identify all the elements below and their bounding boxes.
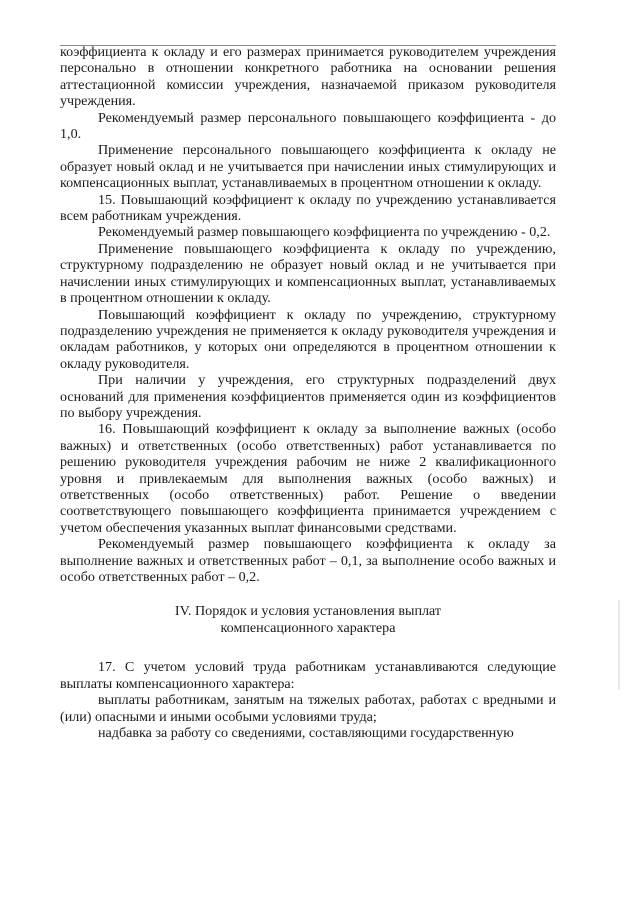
- paragraph-2: Рекомендуемый размер персонального повышающего коэффициента - до 1,0.: [60, 109, 556, 143]
- section-heading-line-1: IV. Порядок и условия установления выплат: [174, 603, 442, 620]
- paragraph-4: 15. Повышающий коэффициент к окладу по учреждению устанавливается всем работникам учреждения.: [60, 191, 556, 225]
- paragraph-13: надбавка за работу со сведениями, составляющими государственную: [98, 725, 514, 742]
- section-heading: [60, 603, 556, 637]
- document-page: [60, 44, 556, 741]
- paragraph-10: Рекомендуемый размер повышающего коэффициента к окладу за выполнение важных и ответственных работ – 0,1, за выполнение особо важных и особо ответственных работ – 0,2.: [60, 536, 556, 585]
- paragraph-11: 17. С учетом условий труда работникам устанавливаются следующие выплаты компенсационного характера:: [60, 659, 556, 692]
- paragraph-6: Применение повышающего коэффициента к окладу по учреждению, структурному подразделению не образует новый оклад и не учитывается при начислении иных стимулирующих и компенсационных выплат, устанавливаемых в процентном отношении к окладу.: [60, 240, 556, 307]
- paragraph-9: 16. Повышающий коэффициент к окладу за выполнение важных (особо важных) и ответственных (особо ответственных) работ устанавливается по решению руководителя учреждения рабочим не ниже 2 квалификационного уровня и привлекаемым для выполнения важных (особо важных) и ответственных (особо ответственных) работ. Решение о введении соответствующего повышающего коэффициента принимается учреждением с учетом обеспечения указанных выплат финансовыми средствами.: [60, 421, 556, 536]
- paragraph-8: При наличии у учреждения, его структурных подразделений двух оснований для применения коэффициентов применяется один из коэффициентов по выбору учреждения.: [60, 372, 556, 421]
- paragraph-1: коэффициента к окладу и его размерах принимается руководителем учреждения персонально в отношении конкретного работника на основании решения аттестационной комиссии учреждения, назначаемой приказом руководителя учреждения.: [60, 44, 556, 110]
- paragraph-3: Применение персонального повышающего коэффициента к окладу не образует новый оклад и не учитывается при начислении иных стимулирующих и компенсационных выплат, устанавливаемых в процентном отношении к окладу.: [60, 142, 556, 192]
- paragraph-7: Повышающий коэффициент к окладу по учреждению, структурному подразделению учреждения не применяется к окладу руководителя учреждения и окладам работников, у которых они определяются в процентном отношении к окладу руководителя.: [60, 306, 556, 372]
- scan-edge-mark: [618, 600, 620, 690]
- paragraph-5: Рекомендуемый размер повышающего коэффициента по учреждению - 0,2.: [98, 224, 551, 241]
- section-heading-line-2: компенсационного характера: [220, 620, 396, 637]
- paragraph-12: выплаты работникам, занятым на тяжелых работах, работах с вредными и (или) опасными и иными особыми условиями труда;: [60, 692, 556, 725]
